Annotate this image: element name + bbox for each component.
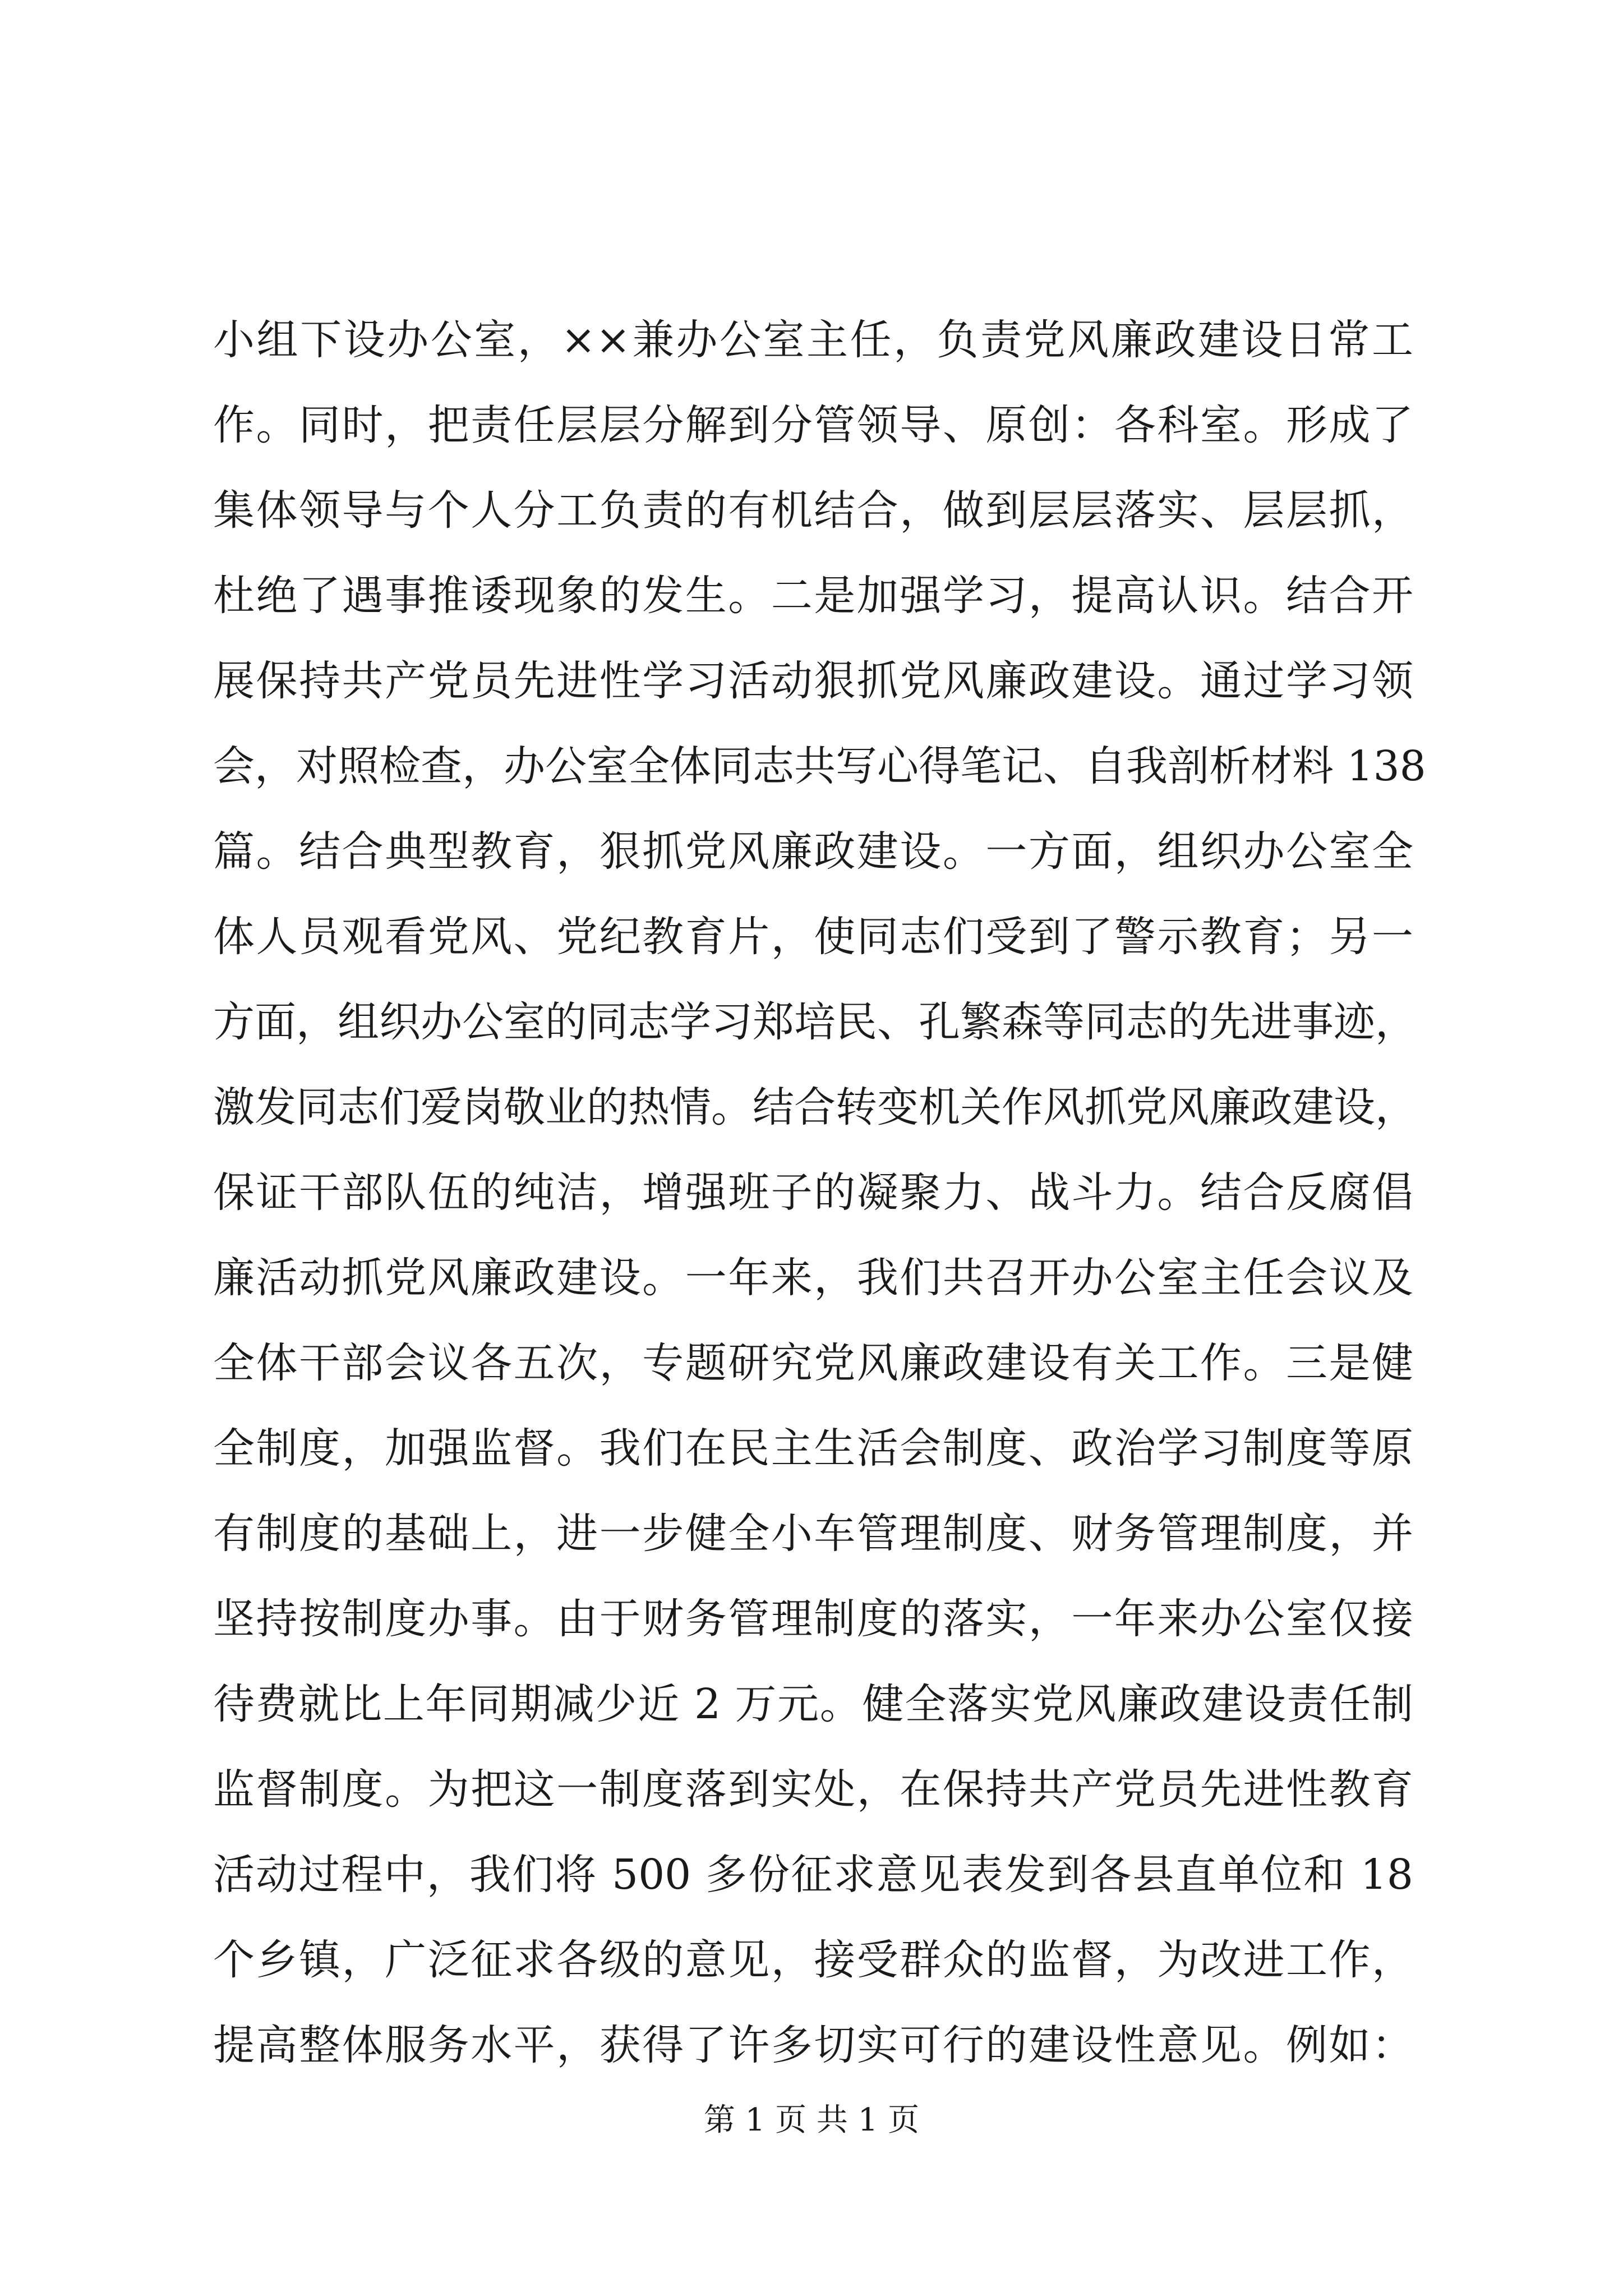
text-line: 坚持按制度办事。由于财务管理制度的落实，一年来办公室仅接 (213, 1595, 1413, 1643)
text-line: 作。同时，把责任层层分解到分管领导、原创：各科室。形成了 (213, 401, 1413, 449)
body-text (213, 297, 1426, 2088)
text-line: 有制度的基础上，进一步健全小车管理制度、财务管理制度，并 (213, 1510, 1413, 1558)
text-line: 会，对照检查，办公室全体同志共写心得笔记、自我剖析材料 138 (213, 742, 1426, 790)
text-line: 个乡镇，广泛征求各级的意见，接受群众的监督，为改进工作， (213, 1936, 1413, 1984)
text-line: 提高整体服务水平，获得了许多切实可行的建设性意见。例如： (213, 2021, 1413, 2069)
text-line: 展保持共产党员先进性学习活动狠抓党风廉政建设。通过学习领 (213, 657, 1413, 705)
text-line: 廉活动抓党风廉政建设。一年来，我们共召开办公室主任会议及 (213, 1254, 1413, 1302)
text-line: 监督制度。为把这一制度落到实处，在保持共产党员先进性教育 (213, 1765, 1413, 1814)
text-line: 全制度，加强监督。我们在民主生活会制度、政治学习制度等原 (213, 1424, 1413, 1473)
text-line: 集体领导与个人分工负责的有机结合，做到层层落实、层层抓， (213, 486, 1413, 535)
page-number-footer: 第 1 页 共 1 页 (703, 2102, 920, 2138)
text-line: 篇。结合典型教育，狠抓党风廉政建设。一方面，组织办公室全 (213, 827, 1413, 876)
text-line: 体人员观看党风、党纪教育片，使同志们受到了警示教育；另一 (213, 913, 1413, 961)
text-line: 活动过程中，我们将 500 多份征求意见表发到各县直单位和 18 (213, 1851, 1413, 1899)
text-line: 保证干部队伍的纯洁，增强班子的凝聚力、战斗力。结合反腐倡 (213, 1168, 1413, 1217)
text-line: 全体干部会议各五次，专题研究党风廉政建设有关工作。三是健 (213, 1339, 1413, 1387)
text-line: 方面，组织办公室的同志学习郑培民、孔繁森等同志的先进事迹， (213, 998, 1417, 1046)
text-line: 激发同志们爱岗敬业的热情。结合转变机关作风抓党风廉政建设， (213, 1083, 1417, 1131)
text-line: 小组下设办公室，××兼办公室主任，负责党风廉政建设日常工 (213, 316, 1413, 364)
text-line: 杜绝了遇事推诿现象的发生。二是加强学习，提高认识。结合开 (213, 572, 1413, 620)
text-line: 待费就比上年同期减少近 2 万元。健全落实党风廉政建设责任制 (213, 1680, 1413, 1728)
